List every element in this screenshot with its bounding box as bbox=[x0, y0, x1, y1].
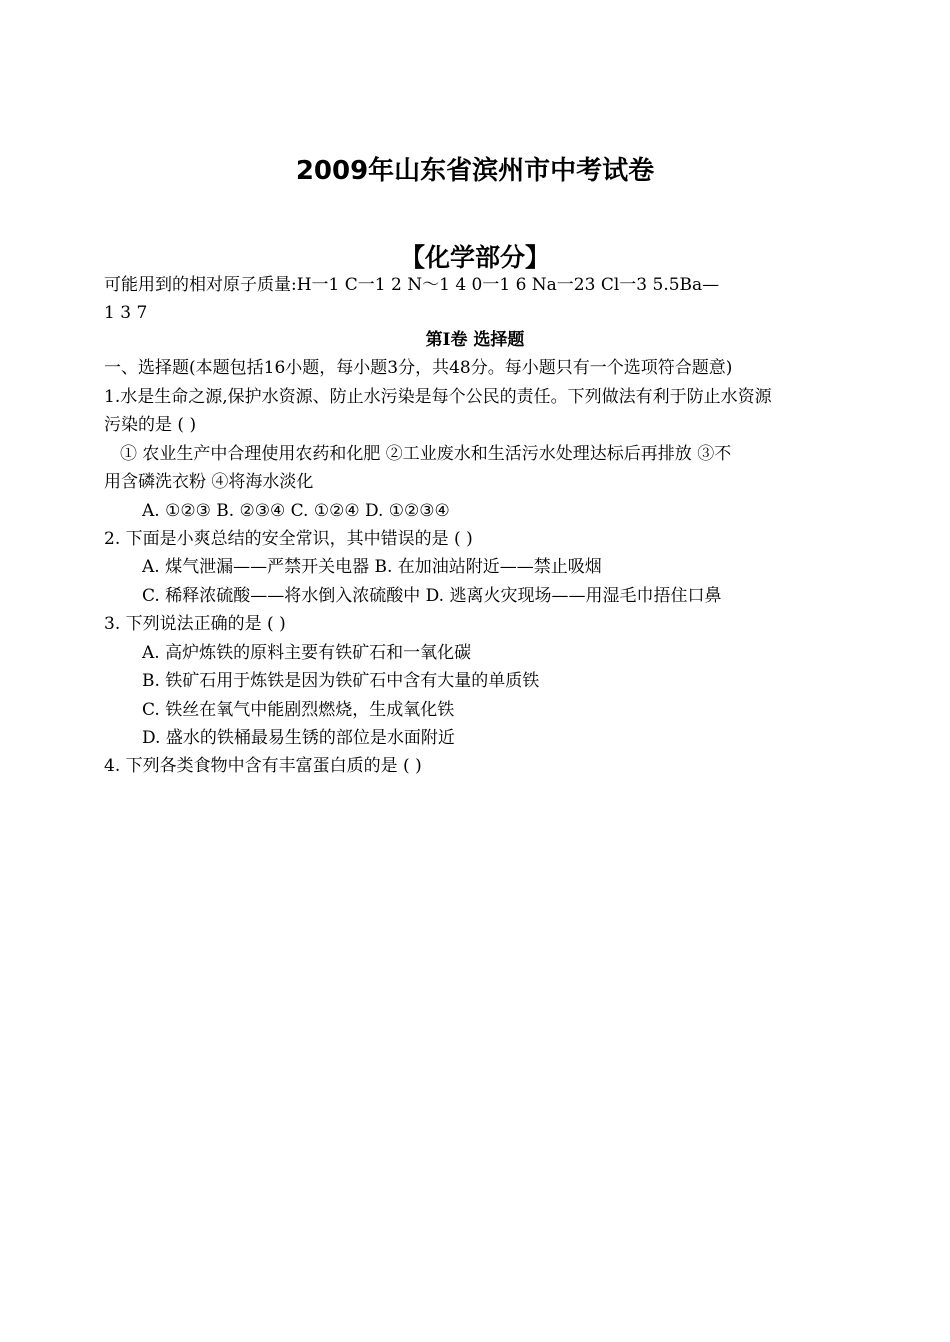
q2-stem: 2. 下面是小爽总结的安全常识，其中错误的是 ( ) bbox=[104, 529, 473, 549]
q3-option-a: A. 高炉炼铁的原料主要有铁矿石和一氧化碳 bbox=[142, 643, 472, 663]
q1-options: A. ①②③ B. ②③④ C. ①②④ D. ①②③④ bbox=[142, 501, 450, 521]
q1-stem-line-1: 1.水是生命之源,保护水资源、防止水污染是每个公民的责任。下列做法有利于防止水资源 bbox=[104, 387, 772, 407]
q3-option-b: B. 铁矿石用于炼铁是因为铁矿石中含有大量的单质铁 bbox=[142, 671, 540, 691]
q1-stem-line-2: 污染的是 ( ) bbox=[104, 415, 197, 435]
q2-options-line-2: C. 稀释浓硫酸——将水倒入浓硫酸中 D. 逃离火灾现场——用湿毛巾捂住口鼻 bbox=[142, 586, 722, 606]
q3-option-c: C. 铁丝在氧气中能剧烈燃烧，生成氧化铁 bbox=[142, 700, 455, 720]
q1-items-line-1: ① 农业生产中合理使用农药和化肥 ②工业废水和生活污水处理达标后再排放 ③不 bbox=[120, 444, 732, 464]
q3-stem: 3. 下列说法正确的是 ( ) bbox=[104, 614, 286, 634]
q1-items-line-2: 用含磷洗衣粉 ④将海水淡化 bbox=[104, 472, 314, 492]
exam-title: 2009年山东省滨州市中考试卷 bbox=[295, 156, 655, 186]
q4-stem: 4. 下列各类食物中含有丰富蛋白质的是 ( ) bbox=[104, 756, 422, 776]
instructions: 一、选择题(本题包括16小题，每小题3分，共48分。每小题只有一个选项符合题意) bbox=[104, 358, 733, 378]
atomic-mass-line-2: 1 3 7 bbox=[104, 303, 148, 323]
part-title: 第Ⅰ卷 选择题 bbox=[425, 330, 525, 350]
atomic-mass-line-1: 可能用到的相对原子质量:H一1 C一1 2 N～1 4 0一1 6 Na一23 Cl一3 5.5Ba— bbox=[104, 275, 720, 295]
q3-option-d: D. 盛水的铁桶最易生锈的部位是水面附近 bbox=[142, 728, 455, 748]
q2-options-line-1: A. 煤气泄漏——严禁开关电器 B. 在加油站附近——禁止吸烟 bbox=[142, 557, 602, 577]
section-title: 【化学部分】 bbox=[399, 243, 550, 272]
